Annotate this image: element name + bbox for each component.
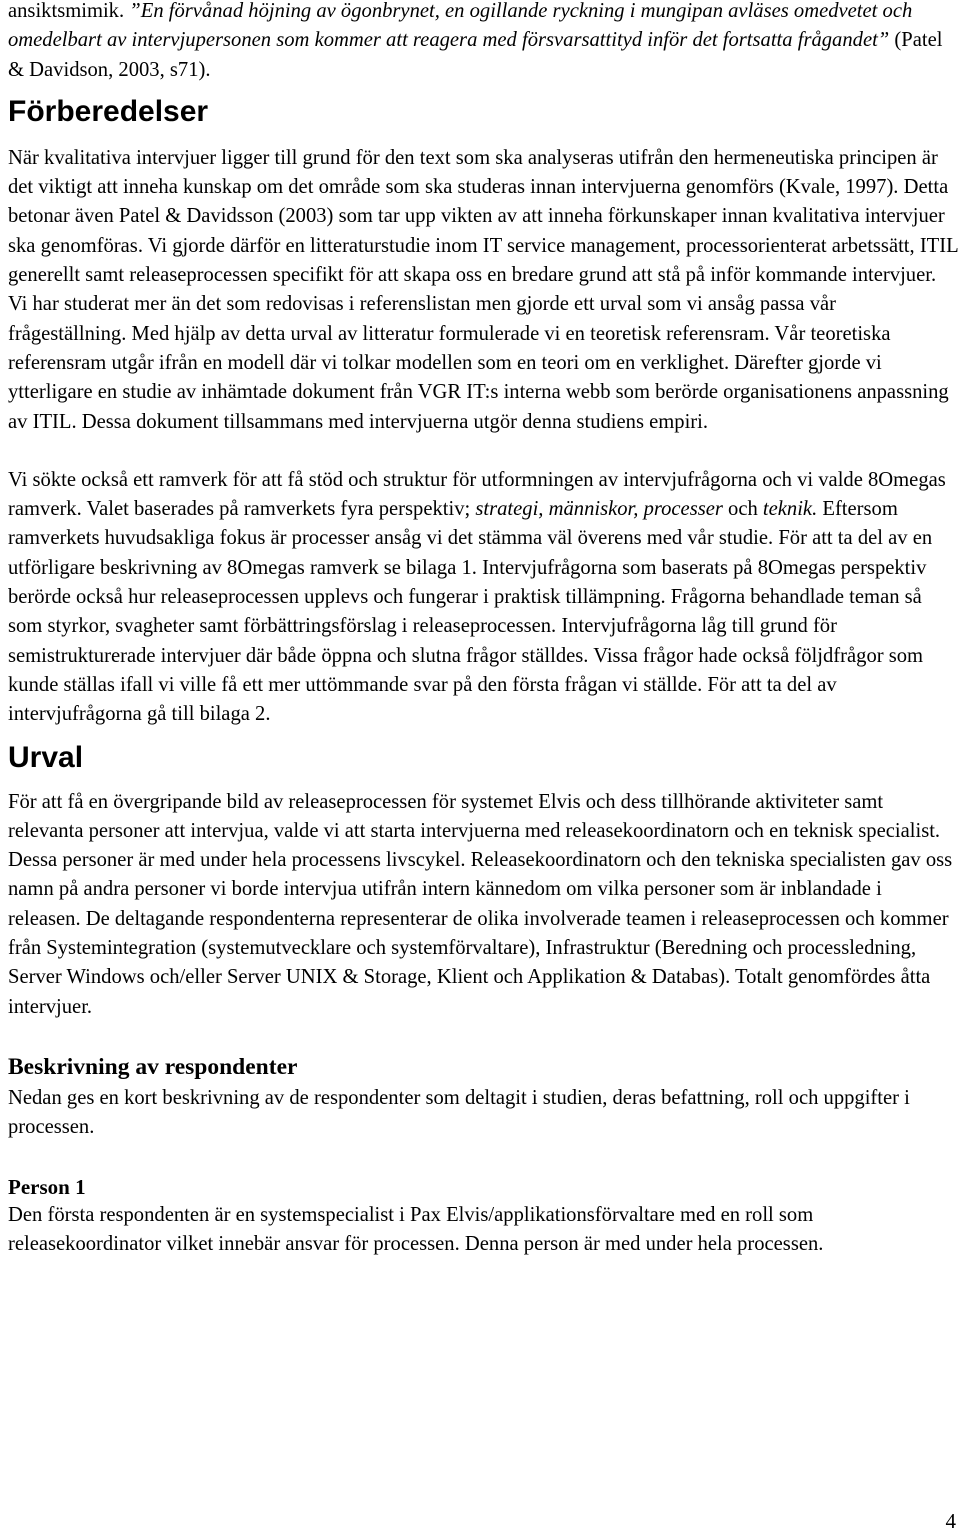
page-number: 4 bbox=[945, 1509, 956, 1533]
intro-lead: ansiktsmimik. bbox=[8, 0, 130, 22]
person-1-paragraph: Den första respondenten är en systemspecialist i Pax Elvis/applikationsförvaltare med en roll som releasekoordinator vilket innebär ansvar för processen. Denna person är med under hela processen. bbox=[8, 1203, 824, 1255]
section-heading-forberedelser: Förberedelser bbox=[8, 94, 209, 128]
ramverk-text-3: Eftersom ramverkets huvudsakliga fokus är processer ansåg vi det stämma väl överens med vår studie. För att ta del av en utförligare beskrivning av 8Omegas ramverk se bilaga 1. Intervjufrågorna som baserats på 8Omegas perspektiv berörde också hur releaseprocessen upplevs och fungerar i praktisk tillämpning. Frågorna behandlade teman så som styrkor, svagheter samt förbättringsförslag i releaseprocessen. Intervjufrågorna låg till grund för semistrukturerade intervjuer där både öppna och slutna frågor ställdes. Vissa frågor hade också följdfrågor som kunde ställas ifall vi ville få ett mer uttömmande svar på den första frågan vi ställde. För att ta del av intervjufrågorna gå till bilaga 2. bbox=[8, 498, 933, 726]
ramverk-perspectives-italic: strategi, människor, processer bbox=[475, 498, 723, 521]
intro-citation: (Patel & Davidson, 2003, s71). bbox=[8, 29, 943, 81]
ramverk-teknik-italic: teknik. bbox=[762, 498, 818, 521]
subsection-heading-beskrivning: Beskrivning av respondenter bbox=[8, 1053, 298, 1080]
person-1-heading: Person 1 bbox=[8, 1174, 86, 1199]
forberedelser-paragraph-1: När kvalitativa intervjuer ligger till grund för den text som ska analyseras utifrån den hermeneutiska principen är det viktigt att inneha kunskap om det område som ska studeras innan intervjuerna genomförs (Kvale, 1997). Detta betonar även Patel & Davidsson (2003) som tar upp vikten av att inneha förkunskaper innan kvalitativa intervjuer ska genomföras. Vi gjorde därför en litteraturstudie inom IT service management, processorienterat arbetssätt, ITIL generellt samt releaseprocessen specifikt för att skapa oss en bredare grund att stå på inför kommande intervjuer. Vi har studerat mer än det som redovisas i referenslistan men gjorde ett urval som vi ansåg passa vår frågeställning. Med hjälp av detta urval av litteratur formulerade vi en teoretisk referensram. Vår teoretiska referensram utgår ifrån en modell där vi tolkar modellen som en teori om en verklighet. Därefter gjorde vi ytterligare en studie av inhämtade dokument från VGR IT:s interna webb som berörde organisationens anpassning av ITIL. Dessa dokument tillsammans med intervjuerna utgör denna studiens empiri. bbox=[8, 146, 958, 433]
beskrivning-paragraph: Nedan ges en kort beskrivning av de respondenter som deltagit i studien, deras befattning, roll och uppgifter i processen. bbox=[8, 1086, 910, 1139]
urval-paragraph: För att få en övergripande bild av releaseprocessen för systemet Elvis och dess tillhörande aktiviteter samt relevanta personer att intervjua, valde vi att starta intervjuerna med releasekoordinatorn och en teknisk specialist. Dessa personer är med under hela processens livscykel. Releasekoordinatorn och den tekniska specialisten gav oss namn på andra personer vi borde intervjua utifrån intern kännedom om vilka personer som är inblandade i releasen. De deltagande respondenterna representerar de olika involverade teamen i releaseprocessen och kommer från Systemintegration (systemutvecklare och systemförvaltare), Infrastruktur (Beredning och processledning, Server Windows och/eller Server UNIX & Storage, Klient och Applikation & Databas). Totalt genomfördes åtta intervjuer. bbox=[8, 790, 953, 1018]
intro-paragraph bbox=[8, 0, 958, 85]
forberedelser-paragraph-2 bbox=[8, 466, 958, 730]
ramverk-text-2: och bbox=[722, 498, 763, 521]
section-heading-urval: Urval bbox=[8, 740, 84, 774]
document-page bbox=[8, 0, 958, 1259]
ramverk-text-1: Vi sökte också ett ramverk för att få stöd och struktur för utformningen av intervjufrågorna och vi valde 8Omegas ramverk. Valet baserades på ramverkets fyra perspektiv; bbox=[8, 468, 946, 521]
intro-quote: ”En förvånad höjning av ögonbrynet, en ogillande ryckning i mungipan avläses omedvetet och omedelbart av intervjupersonen som kommer att reagera med försvarsattityd inför det fortsatta frågandet” bbox=[8, 0, 913, 52]
